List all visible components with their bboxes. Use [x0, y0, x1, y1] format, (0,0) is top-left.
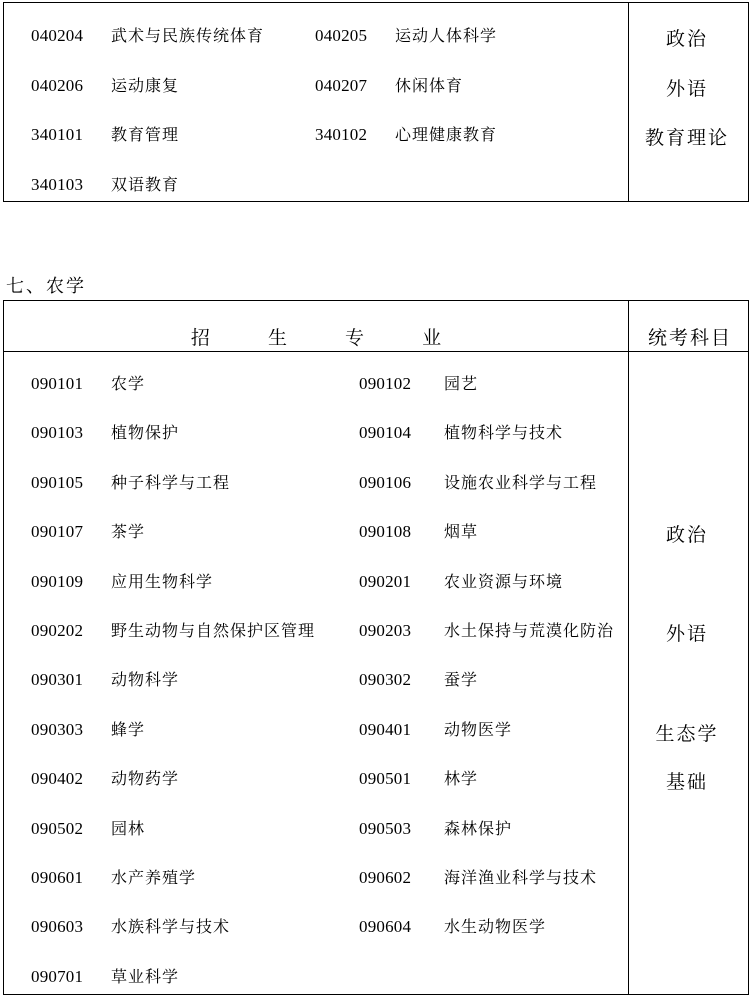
major-name: 蚕学: [444, 670, 479, 690]
major-code: 340102: [315, 125, 368, 144]
major-code: 090201: [359, 571, 412, 591]
major-name: 野生动物与自然保护区管理: [111, 621, 316, 640]
major-code: 040207: [315, 75, 368, 95]
major-name: 农学: [111, 374, 146, 393]
major-code: 090602: [359, 868, 412, 887]
exam-subject: 外语: [665, 623, 708, 645]
major-code: 340103: [31, 174, 84, 194]
header-majors: [4, 323, 628, 350]
major-code: 090302: [359, 670, 412, 690]
major-code: 040206: [31, 75, 84, 95]
exam-subject: 基础: [665, 771, 708, 793]
major-code: 090303: [31, 719, 84, 739]
major-name: 动物科学: [111, 670, 180, 690]
major-name: 水生动物医学: [444, 917, 547, 937]
major-name: 烟草: [444, 522, 479, 542]
agriculture-table: [3, 300, 749, 995]
header-char: 招: [190, 327, 210, 349]
major-name: 应用生物科学: [111, 571, 214, 591]
major-name: 教育管理: [111, 125, 180, 144]
exam-subject: 外语: [665, 77, 708, 100]
header-subjects: 统考科目: [647, 327, 732, 349]
major-code: 090103: [31, 423, 84, 443]
major-code: 090601: [31, 868, 84, 887]
major-name: 设施农业科学与工程: [444, 472, 598, 492]
major-code: 090401: [359, 719, 412, 739]
major-name: 园艺: [444, 374, 479, 393]
major-code: 040204: [31, 26, 84, 45]
major-name: 森林保护: [444, 818, 513, 838]
major-name: 农业资源与环境: [444, 571, 564, 591]
exam-subject: 教育理论: [644, 127, 729, 149]
major-name: 海洋渔业科学与技术: [444, 868, 598, 887]
major-code: 090301: [31, 670, 84, 690]
header-char: 专: [345, 327, 365, 349]
major-code: 090701: [31, 966, 84, 986]
major-name: 水土保持与荒漠化防治: [444, 621, 615, 640]
major-name: 植物科学与技术: [444, 423, 564, 443]
major-code: 090104: [359, 423, 412, 443]
major-code: 090105: [31, 472, 84, 492]
major-name: 双语教育: [111, 174, 180, 194]
major-name: 草业科学: [111, 966, 180, 986]
major-name: 动物医学: [444, 719, 513, 739]
major-name: 心理健康教育: [395, 125, 498, 144]
header-char: 业: [422, 327, 442, 349]
major-code: 340101: [31, 125, 84, 144]
major-name: 园林: [111, 818, 146, 838]
exam-subject: 政治: [665, 28, 708, 50]
major-code: 090102: [359, 374, 412, 393]
column-divider: [628, 301, 629, 994]
major-code: 090501: [359, 769, 412, 789]
major-name: 运动康复: [111, 75, 180, 95]
major-code: 090108: [359, 522, 412, 542]
major-name: 林学: [444, 769, 479, 789]
major-name: 水产养殖学: [111, 868, 197, 887]
major-code: 090106: [359, 472, 412, 492]
top-table: [3, 2, 749, 202]
major-name: 植物保护: [111, 423, 180, 443]
major-code: 090604: [359, 917, 412, 937]
major-code: 090503: [359, 818, 412, 838]
header-char: 生: [267, 327, 287, 349]
exam-subject: 生态学: [655, 723, 719, 745]
header-divider: [4, 351, 748, 352]
major-name: 茶学: [111, 522, 146, 542]
major-name: 种子科学与工程: [111, 472, 231, 492]
major-name: 运动人体科学: [395, 26, 498, 45]
major-code: 090202: [31, 621, 84, 640]
major-code: 090107: [31, 522, 84, 542]
major-name: 水族科学与技术: [111, 917, 231, 937]
major-name: 蜂学: [111, 719, 146, 739]
major-name: 武术与民族传统体育: [111, 26, 265, 45]
major-code: 090603: [31, 917, 84, 937]
major-name: 休闲体育: [395, 75, 464, 95]
major-code: 090203: [359, 621, 412, 640]
major-code: 040205: [315, 26, 368, 45]
major-code: 090109: [31, 571, 84, 591]
major-code: 090101: [31, 374, 84, 393]
section-title: 七、农学: [6, 276, 86, 297]
major-code: 090402: [31, 769, 84, 789]
major-name: 动物药学: [111, 769, 180, 789]
exam-subject: 政治: [665, 524, 708, 546]
major-code: 090502: [31, 818, 84, 838]
